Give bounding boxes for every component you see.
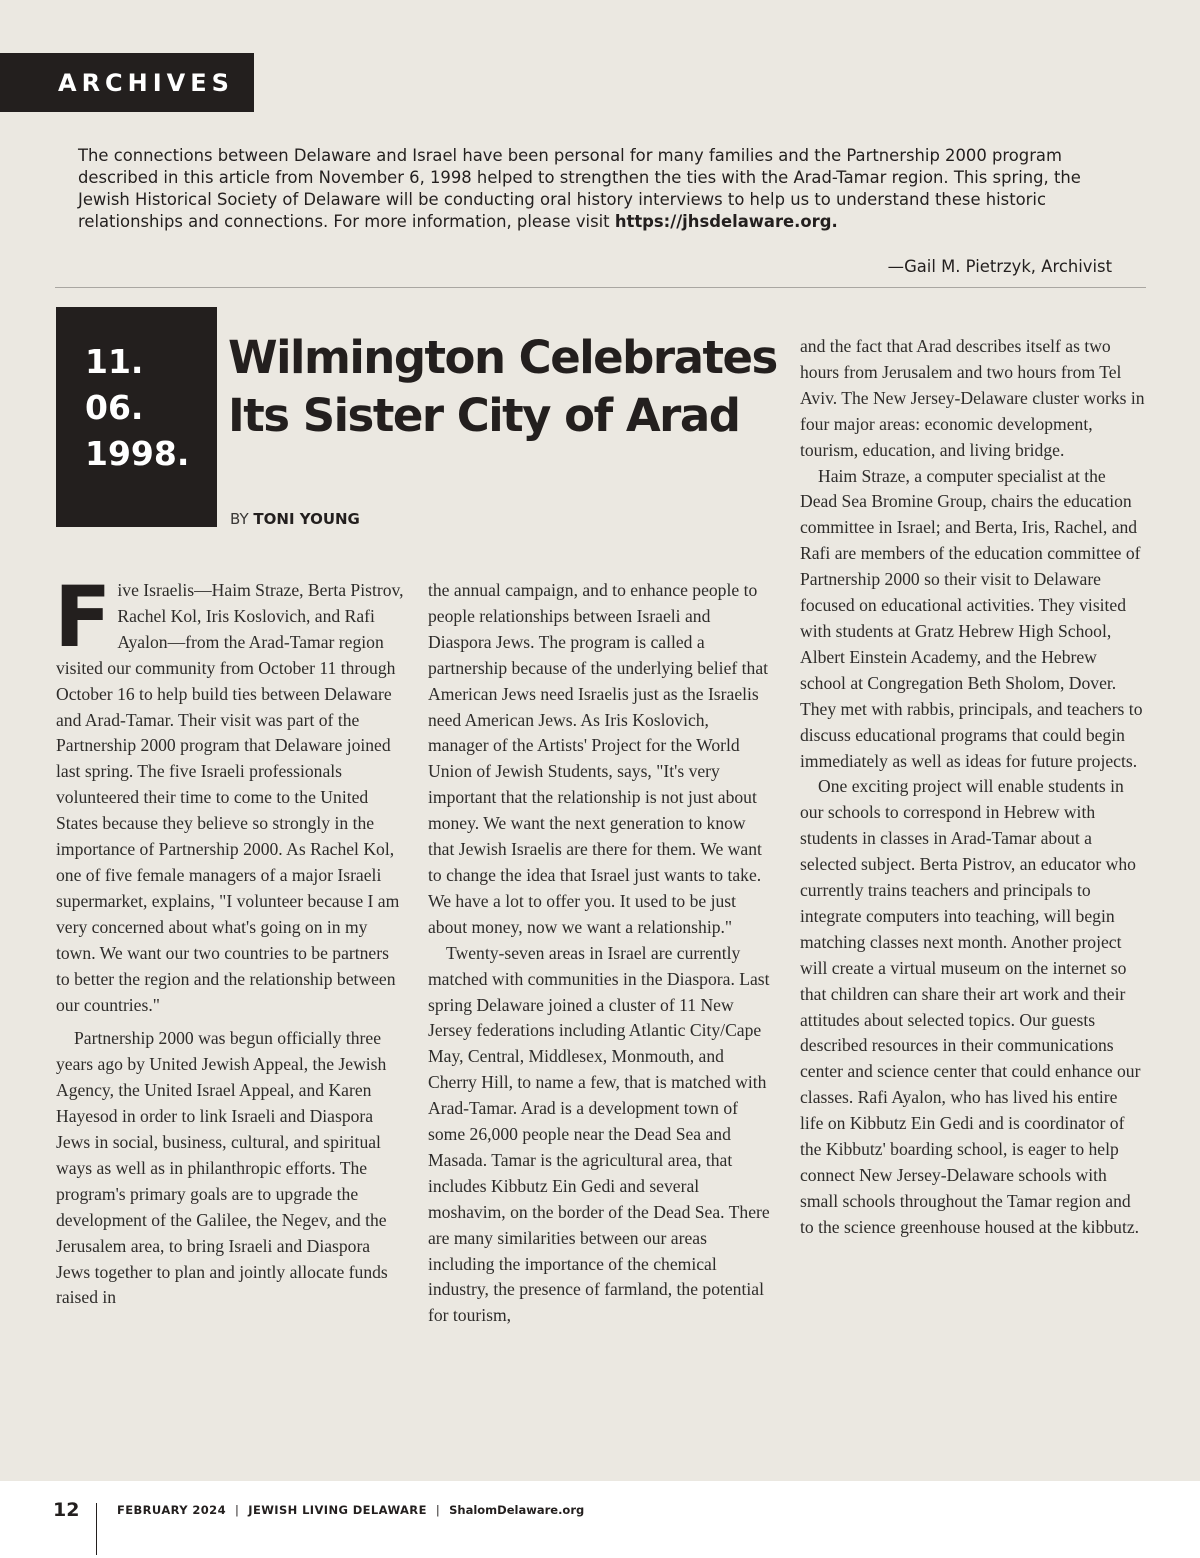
section-tag: ARCHIVES bbox=[0, 53, 254, 112]
article-headline: Wilmington Celebrates Its Sister City of Arad bbox=[228, 331, 777, 442]
page-number: 12 bbox=[53, 1499, 80, 1521]
intro-text: The connections between Delaware and Israel have been personal for many families and the Partnership 2000 program described in this article from November 6, 1998 helped to strengthen the ties with the Arad-Tamar region. This spring, the Jewish Historical Society of Delaware will be conducting oral history interviews to help us to understand these historic relationships and connections. For more information, please visit bbox=[78, 146, 1081, 231]
paragraph: Twenty-seven areas in Israel are currently matched with communities in the Diaspora. Last spring Delaware joined a cluster of 11 New Jersey federations including Atlantic City/Cape May, Central, Middlesex, Monmouth, and Cherry Hill, to name a few, that is matched with Arad-Tamar. Arad is a development town of some 26,000 people near the Dead Sea and Masada. Tamar is the agricultural area, that includes Kibbutz Ein Gedi and several moshavim, on the border of the Dead Sea. There are many similarities between our areas including the importance of the chemical industry, the presence of farmland, the potential for tourism, bbox=[428, 942, 770, 1326]
footer-separator: | bbox=[234, 1503, 240, 1517]
date-year: 1998. bbox=[85, 434, 190, 473]
footer-website-link[interactable]: ShalomDelaware.org bbox=[449, 1503, 585, 1517]
page-footer bbox=[0, 1481, 1200, 1558]
paragraph: the annual campaign, and to enhance people to people relationships between Israeli and Diaspora Jews. The program is called a partnership because of the underlying belief that American Jews need Israelis just as the Israelis need American Jews. As Iris Koslovich, manager of the Artists' Project for the World Union of Jewish Students, says, "It's very important that the relationship is not just about money. We want the next generation to know that Jewish Israelis are there for them. We want to change the idea that Israel just wants to take. We have a lot to offer you. It used to be just about money, now we want a relationship." bbox=[428, 580, 769, 937]
paragraph-text: ive Israelis—Haim Straze, Berta Pistrov, Rachel Kol, Iris Koslovich, and Rafi Ayalon—from the Arad-Tamar region visited our community from October 11 through October 16 to help build ties between Delaware and Arad-Tamar. Their visit was part of the Partnership 2000 program that Delaware joined last spring. The five Israeli professionals volunteered their time to come to the United States because they believe so strongly in the importance of Partnership 2000. As Rachel Kol, one of five female managers of a major Israeli supermarket, explains, "I volunteer because I am very concerned about what's going on in my town. We want our two countries to be partners to better the region and the relationship between our countries." bbox=[56, 580, 404, 1015]
drop-cap: F bbox=[54, 568, 112, 666]
paragraph bbox=[54, 568, 404, 1018]
date-day: 06. bbox=[85, 388, 144, 427]
byline bbox=[230, 510, 360, 528]
footer-issue: FEBRUARY 2024 bbox=[117, 1503, 226, 1517]
byline-author: TONI YOUNG bbox=[253, 510, 360, 528]
paragraph: One exciting project will enable students in our schools to correspond in Hebrew with students in classes in Arad-Tamar about a selected subject. Berta Pistrov, an educator who currently trains teachers and principals to integrate computers into teaching, will begin matching classes next month. Another project will create a virtual museum on the internet so that children can share their art work and their attitudes about selected topics. Our guests described resources in their communications center and science center that could enhance our classes. Rafi Ayalon, who has lived his entire life on Kibbutz Ein Gedi and is coordinator of the Kibbutz' boarding school, is eager to help connect New Jersey-Delaware schools with small schools throughout the Tamar region and to the science greenhouse housed at the kibbutz. bbox=[800, 776, 1141, 1237]
paragraph: Haim Straze, a computer specialist at the Dead Sea Bromine Group, chairs the education committee in Israel; and Berta, Iris, Rachel, and Rafi are members of the education committee of Partnership 2000 so their visit to Delaware focused on educational activities. They visited with students at Gratz Hebrew High School, Albert Einstein Academy, and the Hebrew school at Congregation Beth Sholom, Dover. They met with rabbis, principals, and teachers to discuss educational programs that could begin immediately as well as ideas for future projects. bbox=[800, 465, 1143, 771]
article-column-2 bbox=[428, 578, 773, 1329]
intro-link[interactable]: https://jhsdelaware.org. bbox=[614, 212, 838, 231]
footer-divider bbox=[96, 1503, 97, 1555]
article-column-3 bbox=[800, 334, 1145, 1241]
intro-note bbox=[78, 145, 1123, 233]
footer-info bbox=[117, 1503, 584, 1517]
intro-attribution: —Gail M. Pietrzyk, Archivist bbox=[887, 257, 1112, 276]
byline-prefix: BY bbox=[230, 510, 254, 528]
date-month: 11. bbox=[85, 342, 144, 381]
paragraph: Partnership 2000 was begun officially three years ago by United Jewish Appeal, the Jewish Agency, the United Israel Appeal, and Karen Hayesod in order to link Israeli and Diaspora Jews in social, business, cultural, and spiritual ways as well as in philanthropic efforts. The program's primary goals are to upgrade the development of the Galilee, the Negev, and the Jerusalem area, to bring Israeli and Diaspora Jews together to plan and jointly allocate funds raised in bbox=[56, 1028, 388, 1308]
footer-publication: JEWISH LIVING DELAWARE bbox=[248, 1503, 427, 1517]
date-box bbox=[56, 307, 217, 527]
paragraph: and the fact that Arad describes itself as two hours from Jerusalem and two hours from Tel Aviv. The New Jersey-Delaware cluster works in four major areas: economic development, tourism, education, and living bridge. bbox=[800, 336, 1145, 460]
footer-separator: | bbox=[435, 1503, 441, 1517]
article-column-1 bbox=[54, 568, 404, 1311]
divider bbox=[55, 287, 1146, 288]
